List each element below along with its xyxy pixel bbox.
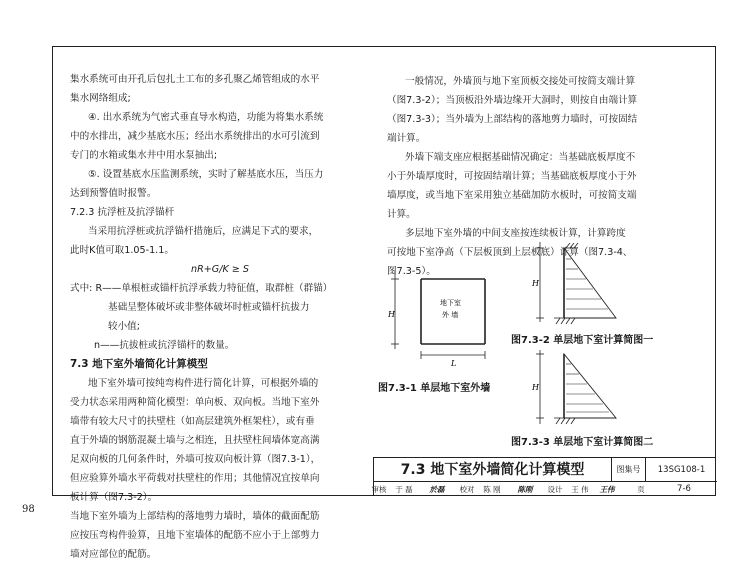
text-line: 墙带有较大尺寸的扶壁柱（如高层建筑外框架柱），或有垂 — [70, 416, 315, 427]
load-arrows — [566, 364, 609, 412]
text-line: 集水系统可由开孔后包扎土工布的多孔聚乙烯管组成的水平 — [70, 74, 320, 85]
text-line: ④. 出水系统为气密式垂直导水构造，功能为将集水系统 — [88, 112, 324, 123]
sheet-page-number: 7-6 — [677, 484, 691, 494]
text-line: 直于外墙的钢筋混凝土墙与之相连，且扶壁柱间墙体宽高满 — [70, 435, 320, 446]
text-line: （图7.3-3）；当外墙为上部结构的落地剪力墙时，可按固结 — [387, 114, 638, 125]
text-line: 当采用抗浮桩或抗浮锚杆措施后，应满足下式的要求， — [88, 226, 319, 237]
text-line: 一般情况，外墙顶与地下室顶板交接处可按简支端计算 — [405, 76, 636, 87]
load-arrows — [566, 259, 608, 309]
text-line: 此时K值可取1.05-1.1。 — [70, 245, 174, 256]
section-heading-7-2-3: 7.2.3 抗浮桩及抗浮锚杆 — [70, 207, 175, 218]
page-label: 页 — [637, 485, 645, 494]
fig3-h-label: H — [532, 383, 539, 392]
formula: nR+G/K ≥ S — [191, 264, 249, 275]
text-line: 计算。 — [387, 209, 416, 220]
text-line: 达到预警值时报警。 — [70, 188, 157, 199]
fig1-h-label: H — [388, 310, 395, 319]
designer-signature: 王伟 — [599, 485, 615, 494]
fig1-label-line2: 外 墙 — [442, 311, 459, 319]
atlas-number: 13SG108-1 — [646, 458, 717, 482]
text-line: ⑤. 设置基底水压监测系统，实时了解基底水压，当压力 — [88, 169, 324, 180]
text-line: 足双向板的几何条件时，外墙可按双向板计算（图7.3-1）， — [70, 454, 321, 465]
text-line: 式中: R——单根桩或锚杆抗浮承载力特征值，取群桩（群锚） — [70, 283, 333, 294]
fig1-caption: 图7.3-1 单层地下室外墙 — [378, 383, 491, 394]
page-number: 98 — [22, 504, 35, 515]
fixed-support-bottom — [554, 318, 575, 324]
text-line: （图7.3-2）；当顶板沿外墙边缘开大洞时，则按自由端计算 — [387, 95, 638, 106]
fig1-label-line1: 地下室 — [440, 299, 461, 307]
text-line: 应按压弯构件验算，且地下室墙体的配筋不应小于上部剪力 — [70, 530, 320, 541]
title-block — [373, 457, 716, 496]
fig2-caption: 图7.3-2 单层地下室计算简图一 — [511, 335, 654, 346]
atlas-label: 图集号 — [612, 458, 646, 482]
text-line: 墙对应部位的配筋。 — [70, 549, 157, 560]
text-line: 当地下室外墙为上部结构的落地剪力墙时，墙体的截面配筋 — [70, 511, 320, 522]
text-line: 图7.3-5）。 — [387, 266, 436, 277]
text-line: 可按地下室净高（下层板顶到上层板底）计算（图7.3-4、 — [387, 247, 633, 258]
figure-7-3-3 — [530, 346, 630, 428]
text-line: 但应验算外墙水平荷载对扶壁柱的作用；其他情况宜按单向 — [70, 473, 320, 484]
text-line: 多层地下室外墙的中间支座按连续板计算，计算跨度 — [405, 228, 626, 239]
reviewer-signature: 於磊 — [429, 485, 445, 494]
text-line: 墙厚度，或当地下室采用独立基础加防水板时，可按简支端 — [387, 190, 637, 201]
title-block-sign-row — [369, 482, 717, 497]
fig3-caption: 图7.3-3 单层地下室计算简图二 — [511, 437, 654, 448]
pin-support-top — [564, 243, 578, 248]
text-line: 小于外墙厚度时，可按固结端计算；当基础底板厚度小于外 — [387, 171, 637, 182]
text-line: 板计算（图7.3-2）。 — [70, 492, 158, 503]
checker-name: 陈 刚 — [483, 485, 501, 494]
fig1-l-label: L — [451, 359, 457, 368]
left-column — [70, 70, 370, 564]
text-line: n——抗拔桩或抗浮锚杆的数量。 — [94, 340, 235, 351]
title-block-title: 7.3 地下室外墙简化计算模型 — [374, 458, 612, 482]
fixed-support-bottom — [554, 418, 575, 424]
text-line: 较小值; — [108, 321, 141, 332]
load-triangle — [564, 248, 616, 318]
text-line: 中的水排出，减少基底水压；经出水系统排出的水可引流到 — [70, 131, 320, 142]
check-label: 校对 — [459, 485, 475, 494]
checker-signature: 陈刚 — [517, 485, 533, 494]
text-line: 地下室外墙可按纯弯构件进行简化计算，可根据外墙的 — [88, 378, 319, 389]
review-label: 审核 — [371, 485, 387, 494]
load-triangle — [564, 354, 616, 418]
designer-name: 王 伟 — [571, 485, 589, 494]
text-line: 受力状态采用两种简化模型：单向板、双向板。当地下室外 — [70, 397, 320, 408]
fig2-h-label: H — [532, 279, 539, 288]
design-label: 设计 — [547, 485, 563, 494]
text-line: 基础呈整体破坏或非整体破坏时桩或锚杆抗拔力 — [108, 302, 310, 313]
reviewer-name: 于 磊 — [395, 485, 413, 494]
section-heading-7-3: 7.3 地下室外墙简化计算模型 — [70, 358, 208, 370]
text-line: 集水网络组成; — [70, 93, 131, 104]
figure-7-3-1 — [385, 265, 505, 383]
text-line: 端计算。 — [387, 133, 426, 144]
figure-7-3-2 — [530, 238, 630, 328]
text-line: 专门的水箱或集水井中用水泵抽出; — [70, 150, 218, 161]
text-line: 外墙下端支座应根据基础情况确定：当基础底板厚度不 — [405, 152, 636, 163]
